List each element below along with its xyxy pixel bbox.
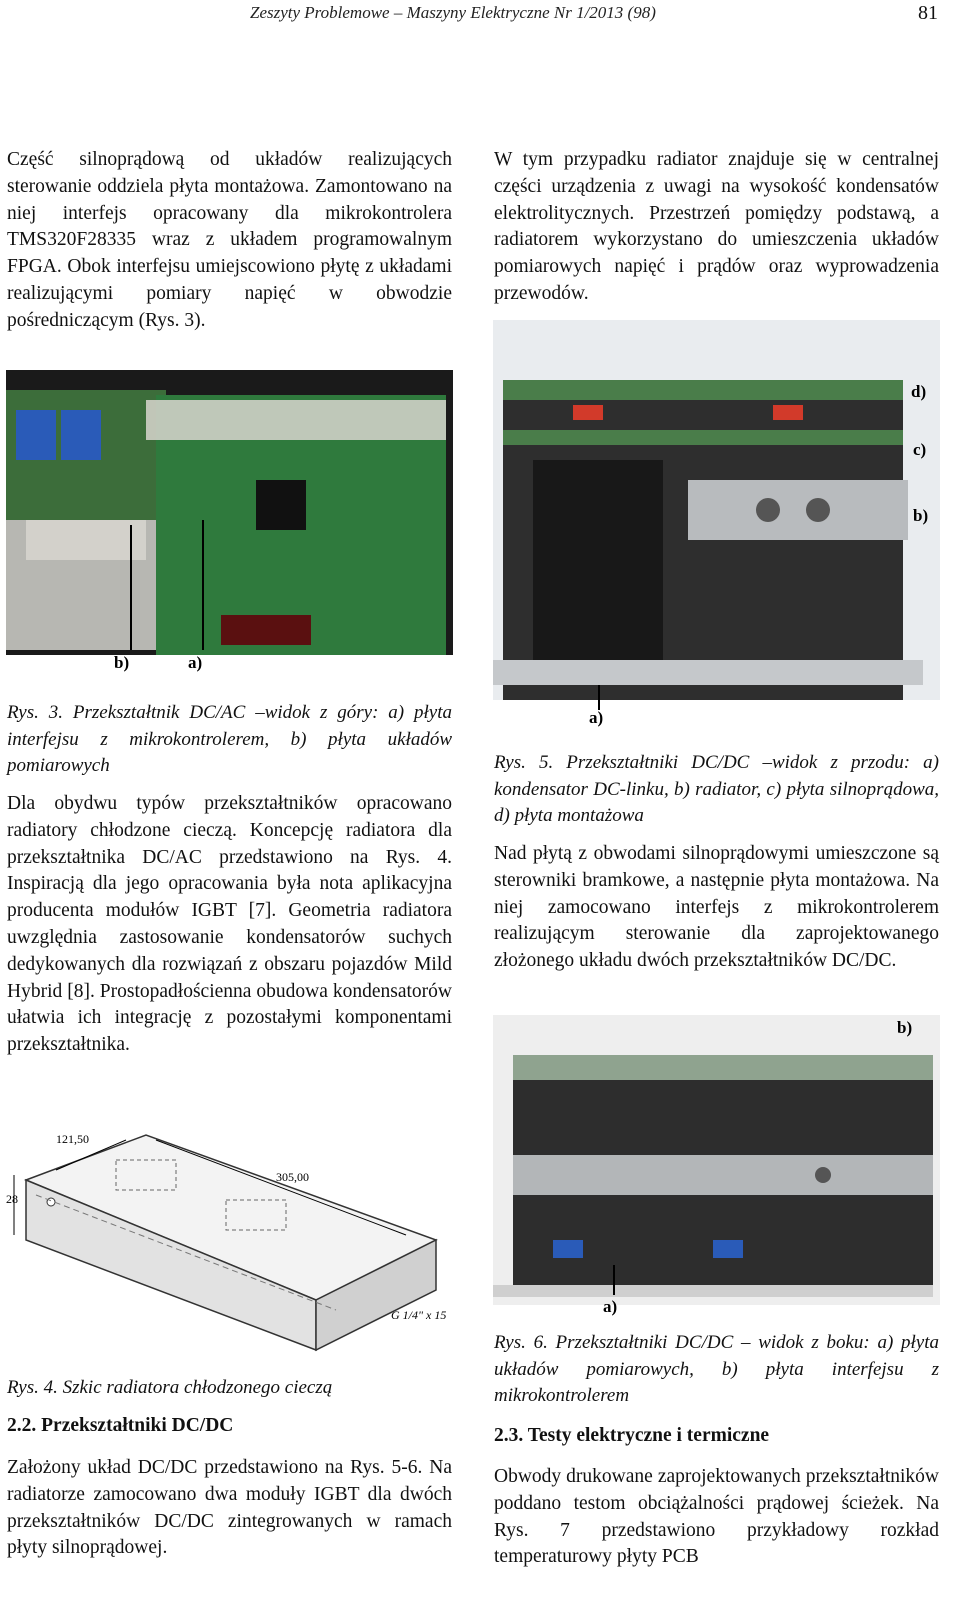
page-number: 81 bbox=[918, 2, 938, 24]
left-paragraph-1: Część silnoprądową od układów realizujących sterowanie oddziela płyta montażowa. Zamontowano na niej interfejs opracowany dla mikrokontrolera TMS320F28335 wraz z układem programowalnym FPGA. Obok interfejsu umiejscowiono płytę z układami realizującymi pomiary napięć w obwodzie pośredniczącym (Rys. 3). bbox=[7, 149, 452, 331]
right-paragraph-2: Nad płytą z obwodami silnoprądowymi umieszczone są sterowniki bramkowe, a następnie płyta montażowa. Na niej zamocowano interfejs z mikrokontrolerem realizującym sterowanie dla zaprojektowanego złożonego układu dwóch przekształtników DC/DC. bbox=[494, 843, 939, 972]
left-paragraph-3: Założony układ DC/DC przedstawiono na Rys. 5-6. Na radiatorze zamocowano dwa moduły IGBT dla dwóch przekształtników DC/DC zintegrowanych w ramach płyty silnoprądowej. bbox=[7, 1457, 452, 1559]
fig6-label-b: b) bbox=[897, 1018, 913, 1037]
fig4-dim-28: 28 bbox=[6, 1192, 18, 1206]
fig4-thread: G 1/4" x 15 bbox=[391, 1308, 447, 1322]
fig4-dim-305: 305,00 bbox=[276, 1170, 309, 1184]
figure-5-photo bbox=[493, 320, 940, 735]
figure-5-image bbox=[493, 320, 940, 735]
fig5-label-d: d) bbox=[911, 382, 927, 401]
right-paragraph-3: Obwody drukowane zaprojektowanych przekształtników poddano testom obciążalności prądowej ścieżek. Na Rys. 7 przedstawiono przykładowy rozkład temperaturowy płyty PCB bbox=[494, 1466, 939, 1568]
fig3-label-b: b) bbox=[114, 653, 130, 672]
fig4-dim-121: 121,50 bbox=[56, 1132, 89, 1146]
fig6-label-a: a) bbox=[603, 1297, 618, 1316]
figure-5-caption: Rys. 5. Przekształtniki DC/DC –widok z przodu: a) kondensator DC-linku, b) radiator, c) płyta silnoprądowa, d) płyta montażowa bbox=[494, 752, 939, 826]
fig3-label-a: a) bbox=[188, 653, 203, 672]
section-2-2-heading: 2.2. Przekształtniki DC/DC bbox=[7, 1415, 234, 1436]
figure-3-photo bbox=[6, 370, 453, 675]
fig5-label-a: a) bbox=[589, 708, 604, 727]
figure-3-caption: Rys. 3. Przekształtnik DC/AC –widok z góry: a) płyta interfejsu z mikrokontrolerem, b) płyta układów pomiarowych bbox=[7, 702, 452, 776]
figure-4-image bbox=[6, 1110, 453, 1360]
page-header bbox=[0, 0, 960, 30]
fig5-arrow-a bbox=[598, 685, 600, 710]
fig3-arrow-a bbox=[202, 520, 204, 650]
fig6-arrow-a bbox=[613, 1265, 615, 1295]
fig3-arrow-b bbox=[130, 525, 132, 650]
figure-6-image bbox=[493, 1015, 940, 1335]
figure-4-sketch bbox=[6, 1110, 453, 1360]
section-2-3-heading: 2.3. Testy elektryczne i termiczne bbox=[494, 1425, 770, 1446]
figure-3-image bbox=[6, 370, 453, 675]
right-paragraph-1: W tym przypadku radiator znajduje się w centralnej części urządzenia z uwagi na wysokość kondensatów elektrolitycznych. Przestrzeń pomiędzy podstawą, a radiatorem wykorzystano do umieszczenia układów pomiarowych napięć i prądów oraz wyprowadzenia przewodów. bbox=[494, 149, 939, 304]
figure-4-caption: Rys. 4. Szkic radiatora chłodzonego cieczą bbox=[7, 1377, 333, 1398]
figure-6-photo bbox=[493, 1015, 940, 1335]
left-paragraph-2: Dla obydwu typów przekształtników opracowano radiatory chłodzone cieczą. Koncepcję radiatora dla przekształtnika DC/AC przedstawiono na Rys. 4. Inspiracją dla jego opracowania była nota aplikacyjna producenta modułów IGBT [7]. Geometria radiatora uwzględnia zastosowanie kondensatorów suchych dedykowanych dla rozwiązań z obszaru pojazdów Mild Hybrid [8]. Prostopadłościenna obudowa kondensatorów ułatwia ich integrację z pozostałymi komponentami przekształtnika. bbox=[7, 793, 452, 1056]
fig5-label-c: c) bbox=[913, 440, 927, 459]
figure-6-caption: Rys. 6. Przekształtniki DC/DC – widok z boku: a) płyta układów pomiarowych, b) płyta interfejsu z mikrokontrolerem bbox=[494, 1332, 939, 1406]
fig5-label-b: b) bbox=[913, 506, 929, 525]
journal-title: Zeszyty Problemowe – Maszyny Elektryczne Nr 1/2013 (98) bbox=[250, 3, 656, 22]
